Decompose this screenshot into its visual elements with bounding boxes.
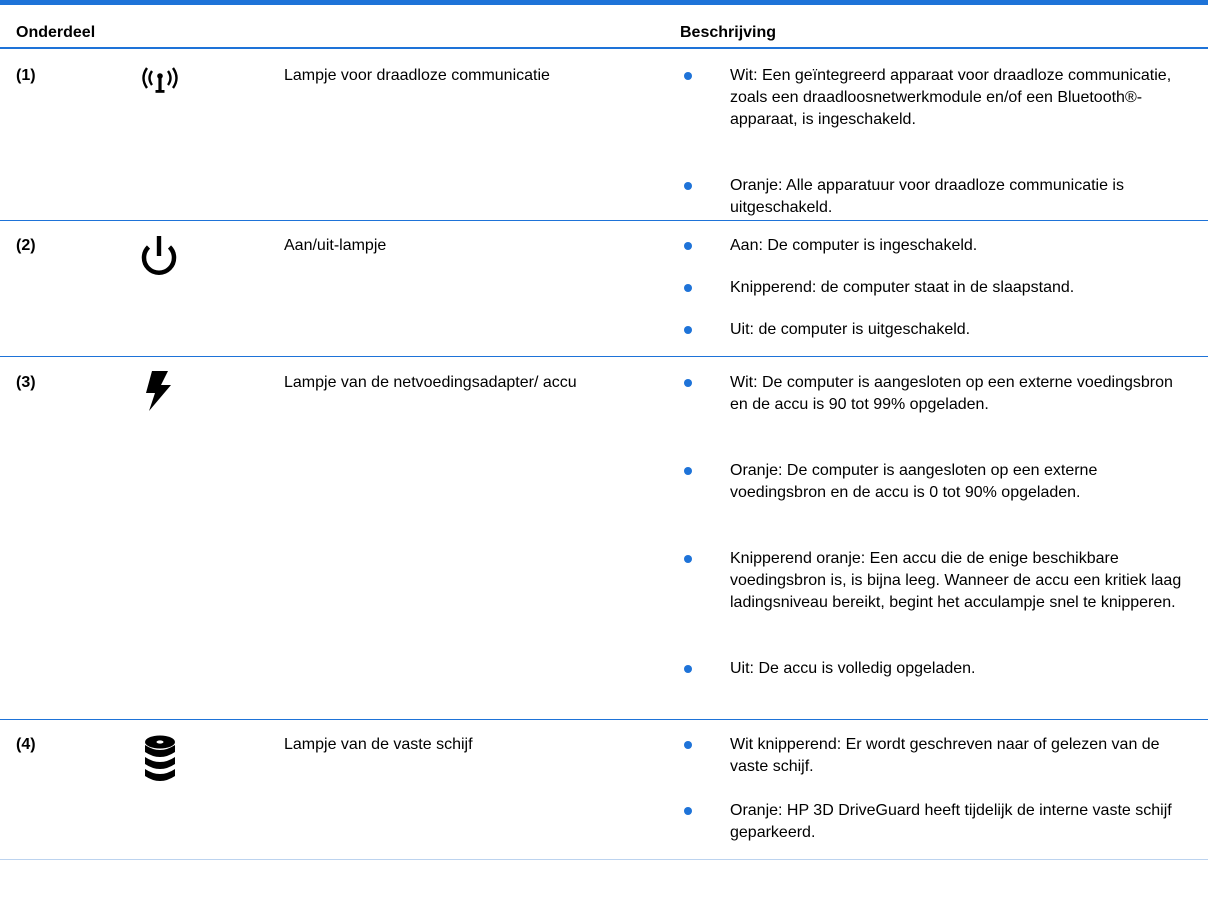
description-list [680, 372, 1195, 680]
description-text: Wit: Een geïntegreerd apparaat voor draadloze communicatie, zoals een draadloosnetwerkmodule en/of een Bluetooth®-apparaat, is ingeschakeld. [730, 67, 1172, 128]
header-description: Beschrijving [680, 24, 777, 41]
description-text: Uit: De accu is volledig opgeladen. [730, 660, 976, 677]
description-item [680, 319, 1195, 341]
description-text: Aan: De computer is ingeschakeld. [730, 237, 978, 254]
component-name: Lampje van de netvoedingsadapter/ accu [284, 374, 577, 391]
row-number: (3) [16, 374, 36, 391]
bullet-icon [684, 467, 692, 475]
description-list [680, 734, 1195, 844]
bullet-icon [684, 665, 692, 673]
bullet-icon [684, 555, 692, 563]
description-text: Wit knipperend: Er wordt geschreven naar of gelezen van de vaste schijf. [730, 736, 1160, 775]
row-number: (2) [16, 237, 36, 254]
hard-drive-icon [124, 732, 194, 788]
bullet-icon [684, 72, 692, 80]
power-icon [124, 229, 194, 285]
table-row [0, 357, 1208, 720]
wireless-icon [124, 57, 194, 113]
bullet-icon [684, 284, 692, 292]
description-item [680, 65, 1195, 155]
bullet-icon [684, 326, 692, 334]
header-component: Onderdeel [16, 24, 96, 41]
description-text: Oranje: HP 3D DriveGuard heeft tijdelijk de interne vaste schijf geparkeerd. [730, 802, 1172, 841]
table-row [0, 720, 1208, 860]
bullet-icon [684, 741, 692, 749]
row-number: (4) [16, 736, 36, 753]
description-item [680, 235, 1195, 257]
description-list [680, 235, 1195, 341]
row-number: (1) [16, 67, 36, 84]
description-item [680, 277, 1195, 299]
description-item [680, 800, 1195, 844]
description-item [680, 658, 1195, 680]
description-list [680, 65, 1195, 219]
bullet-icon [684, 242, 692, 250]
description-item [680, 372, 1195, 440]
table-row [0, 221, 1208, 357]
lightning-bolt-icon [124, 363, 194, 419]
component-name: Lampje voor draadloze communicatie [284, 67, 550, 84]
bullet-icon [684, 379, 692, 387]
description-text: Oranje: Alle apparatuur voor draadloze communicatie is uitgeschakeld. [730, 177, 1124, 216]
description-item [680, 460, 1195, 528]
table-header [0, 5, 1208, 49]
description-text: Knipperend: de computer staat in de slaapstand. [730, 279, 1075, 296]
component-name: Lampje van de vaste schijf [284, 736, 473, 753]
description-item [680, 548, 1195, 638]
description-text: Wit: De computer is aangesloten op een externe voedingsbron en de accu is 90 tot 99% opgeladen. [730, 374, 1173, 413]
bullet-icon [684, 182, 692, 190]
component-name: Aan/uit-lampje [284, 237, 387, 254]
description-text: Knipperend oranje: Een accu die de enige beschikbare voedingsbron is, is bijna leeg. Wanneer de accu een kritiek laag ladingsniveau bereikt, begint het acculampje snel te knipperen. [730, 550, 1182, 611]
table-row [0, 49, 1208, 221]
description-text: Uit: de computer is uitgeschakeld. [730, 321, 971, 338]
bullet-icon [684, 807, 692, 815]
description-item [680, 734, 1195, 780]
description-text: Oranje: De computer is aangesloten op een externe voedingsbron en de accu is 0 tot 90% opgeladen. [730, 462, 1098, 501]
description-item [680, 175, 1195, 219]
